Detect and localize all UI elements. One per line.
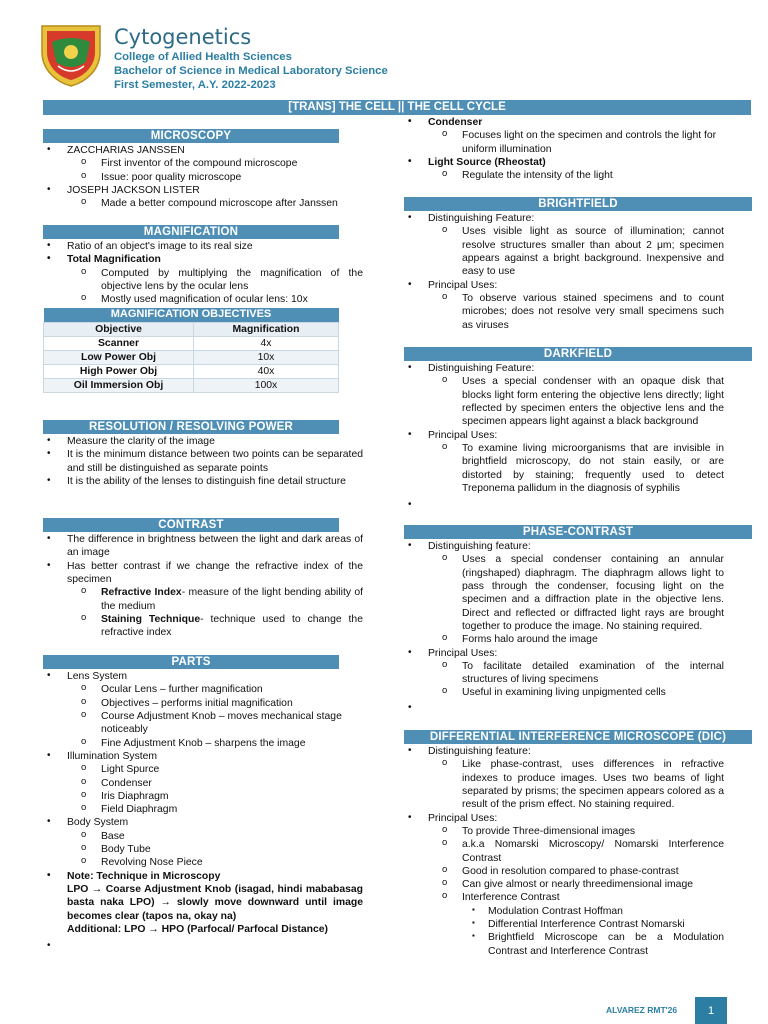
list-item: • Principal Uses: — [404, 812, 724, 825]
parts-continued-list — [404, 116, 724, 183]
list-item: o Base — [43, 830, 363, 843]
section-parts-heading: PARTS — [43, 655, 339, 669]
table-row — [44, 378, 339, 392]
list-item: • Illumination System — [43, 750, 363, 763]
list-item: • Principal Uses: — [404, 647, 724, 660]
list-item: o Useful in examining living unpigmented cells — [404, 686, 724, 699]
list-item — [43, 586, 363, 613]
list-item: • It is the minimum distance between two points can be separated and still be distinguished as separate points — [43, 448, 363, 475]
technique-note-text: LPO → Coarse Adjustment Knob (isagad, hindi mababasag basta naka LPO) → slowly move downward until image becomes clear (tapos na, okay na) — [67, 884, 363, 922]
table-cell: Low Power Obj — [44, 350, 194, 364]
section-brightfield-heading: BRIGHTFIELD — [404, 197, 752, 211]
list-item: o Like phase-contrast, uses differences in refractive indexes to produce images. Uses two beams of light separated by prisms; the specimen appears colored as a result of the prism effect. No staining required. — [404, 758, 724, 811]
table-row — [44, 350, 339, 364]
list-item: • Has better contrast if we change the refractive index of the specimen — [43, 560, 363, 587]
list-item: • Note: Technique in Microscopy — [43, 870, 363, 883]
list-item: • Principal Uses: — [404, 279, 724, 292]
term-definition: - measure of the light bending ability of the medium — [101, 587, 363, 612]
list-item: • Measure the clarity of the image — [43, 435, 363, 448]
list-item: o Forms halo around the image — [404, 633, 724, 646]
term-definition: - technique used to change the refractive index — [101, 613, 363, 639]
table-cell: Oil Immersion Obj — [44, 378, 194, 392]
semester-label: First Semester, A.Y. 2022-2023 — [114, 79, 276, 91]
page-number: 1 — [695, 997, 727, 1024]
list-item: o To examine living microorganisms that are invisible in brightfield microscopy, do not stain easily, or are distorted by staining; frequently used to detect Treponema pallidum in the diagnosis of syphilis — [404, 442, 724, 495]
list-item: • Distinguishing feature: — [404, 540, 724, 553]
list-item: o To facilitate detailed examination of the internal structures of living specimens — [404, 660, 724, 687]
list-item: • Ratio of an object's image to its real size — [43, 240, 363, 253]
table-cell: 100x — [194, 378, 339, 392]
list-item: o Computed by multiplying the magnification of the objective lens by the ocular lens — [43, 267, 363, 294]
magnification-list — [43, 240, 363, 307]
list-item: • Distinguishing feature: — [404, 745, 724, 758]
table-cell: 10x — [194, 350, 339, 364]
list-item: o Course Adjustment Knob – moves mechanical stage noticeably — [43, 710, 363, 737]
list-item: • Distinguishing Feature: — [404, 212, 724, 225]
list-item: o Condenser — [43, 777, 363, 790]
list-item: o Issue: poor quality microscope — [43, 171, 363, 184]
list-item: o Focuses light on the specimen and controls the light for uniform illumination — [404, 129, 724, 156]
college-name: College of Allied Health Sciences — [114, 51, 292, 63]
list-item: o Objectives – performs initial magnification — [43, 697, 363, 710]
list-item: • JOSEPH JACKSON LISTER — [43, 184, 363, 197]
list-item — [43, 613, 363, 640]
table-header-objective: Objective — [44, 322, 194, 336]
microscopy-list — [43, 144, 363, 211]
table-cell: High Power Obj — [44, 364, 194, 378]
empty-bullet — [43, 940, 363, 953]
list-item: • Total Magnification — [43, 253, 363, 266]
list-item: o Uses a special condenser with an opaque disk that blocks light form entering the objective lens directly; light reflected by specimen enters the objective lens and the specimen appears light against a black background — [404, 375, 724, 428]
program-name: Bachelor of Science in Medical Laboratory Science — [114, 65, 388, 77]
section-resolution-heading: RESOLUTION / RESOLVING POWER — [43, 420, 339, 434]
resolution-list — [43, 435, 363, 488]
list-item: ▪ Differential Interference Contrast Nomarski — [404, 918, 724, 931]
list-item: o First inventor of the compound microscope — [43, 157, 363, 170]
section-dic-heading: DIFFERENTIAL INTERFERENCE MICROSCOPE (DIC) — [404, 730, 752, 744]
list-item: o Can give almost or nearly threedimensional image — [404, 878, 724, 891]
list-item: • It is the ability of the lenses to distinguish fine detail structure — [43, 475, 363, 488]
list-item: o Made a better compound microscope after Janssen — [43, 197, 363, 210]
list-item: o Uses visible light as source of illumination; cannot resolve structures smaller than about 2 μm; specimen appears against a bright background. Inexpensive and easy to use — [404, 225, 724, 278]
list-item: o Uses a special condenser containing an annular (ringshaped) diaphragm. The diaphragm allows light to pass through the condenser, focusing light on the specimen and a diffraction plate in the objective lens. Direct and reflected or diffracted light rays are brought together to produce the image. No staining required. — [404, 553, 724, 633]
phase-contrast-list — [404, 540, 724, 715]
university-seal-logo — [38, 22, 104, 88]
list-item: o Mostly used magnification of ocular lens: 10x — [43, 293, 363, 306]
list-item: • ZACCHARIAS JANSSEN — [43, 144, 363, 157]
contrast-list — [43, 533, 363, 640]
footer-author: ALVAREZ RMT'26 — [606, 1005, 678, 1015]
list-item: • Lens System — [43, 670, 363, 683]
list-item: • Principal Uses: — [404, 429, 724, 442]
magnification-objectives-table — [43, 308, 339, 393]
list-item: o Fine Adjustment Knob – sharpens the image — [43, 737, 363, 750]
list-item: o Interference Contrast — [404, 891, 724, 904]
list-item: • Light Source (Rheostat) — [404, 156, 724, 169]
brightfield-list — [404, 212, 724, 332]
table-cell: 40x — [194, 364, 339, 378]
list-item: ▪ Modulation Contrast Hoffman — [404, 905, 724, 918]
dic-list — [404, 745, 724, 958]
list-item: • Body System — [43, 816, 363, 829]
list-item: ▪ Brightfield Microscope can be a Modulation Contrast and Interference Contrast — [404, 931, 724, 958]
section-phase-contrast-heading: PHASE-CONTRAST — [404, 525, 752, 539]
list-item: o Revolving Nose Piece — [43, 856, 363, 869]
table-caption: MAGNIFICATION OBJECTIVES — [44, 308, 339, 322]
term-staining-technique: Staining Technique — [101, 613, 201, 625]
list-item: o Body Tube — [43, 843, 363, 856]
section-contrast-heading: CONTRAST — [43, 518, 339, 532]
section-microscopy-heading: MICROSCOPY — [43, 129, 339, 143]
list-item: o Field Diaphragm — [43, 803, 363, 816]
trans-title-bar: [TRANS] THE CELL || THE CELL CYCLE — [43, 100, 751, 115]
table-cell: Scanner — [44, 336, 194, 350]
list-item: o Ocular Lens – further magnification — [43, 683, 363, 696]
list-item: • Condenser — [404, 116, 724, 129]
table-row — [44, 364, 339, 378]
table-header-magnification: Magnification — [194, 322, 339, 336]
list-item: • Distinguishing Feature: — [404, 362, 724, 375]
section-darkfield-heading: DARKFIELD — [404, 347, 752, 361]
empty-bullet — [404, 702, 724, 715]
empty-bullet — [404, 499, 724, 512]
list-item: o To observe various stained specimens and to count microbes; does not resolve very small specimens such as viruses — [404, 292, 724, 332]
technique-note-additional: Additional: LPO → HPO (Parfocal/ Parfocal Distance) — [67, 923, 328, 935]
list-item: o Light Spurce — [43, 763, 363, 776]
list-item: • The difference in brightness between the light and dark areas of an image — [43, 533, 363, 560]
term-refractive-index: Refractive Index — [101, 587, 182, 599]
table-row — [44, 336, 339, 350]
list-item: o To provide Three-dimensional images — [404, 825, 724, 838]
document-title: Cytogenetics — [114, 25, 252, 49]
darkfield-list — [404, 362, 724, 512]
table-cell: 4x — [194, 336, 339, 350]
list-item: o Good in resolution compared to phase-contrast — [404, 865, 724, 878]
list-item: o Iris Diaphragm — [43, 790, 363, 803]
list-item: o Regulate the intensity of the light — [404, 169, 724, 182]
section-magnification-heading: MAGNIFICATION — [43, 225, 339, 239]
parts-list — [43, 670, 363, 954]
list-item: o a.k.a Nomarski Microscopy/ Nomarski Interference Contrast — [404, 838, 724, 865]
